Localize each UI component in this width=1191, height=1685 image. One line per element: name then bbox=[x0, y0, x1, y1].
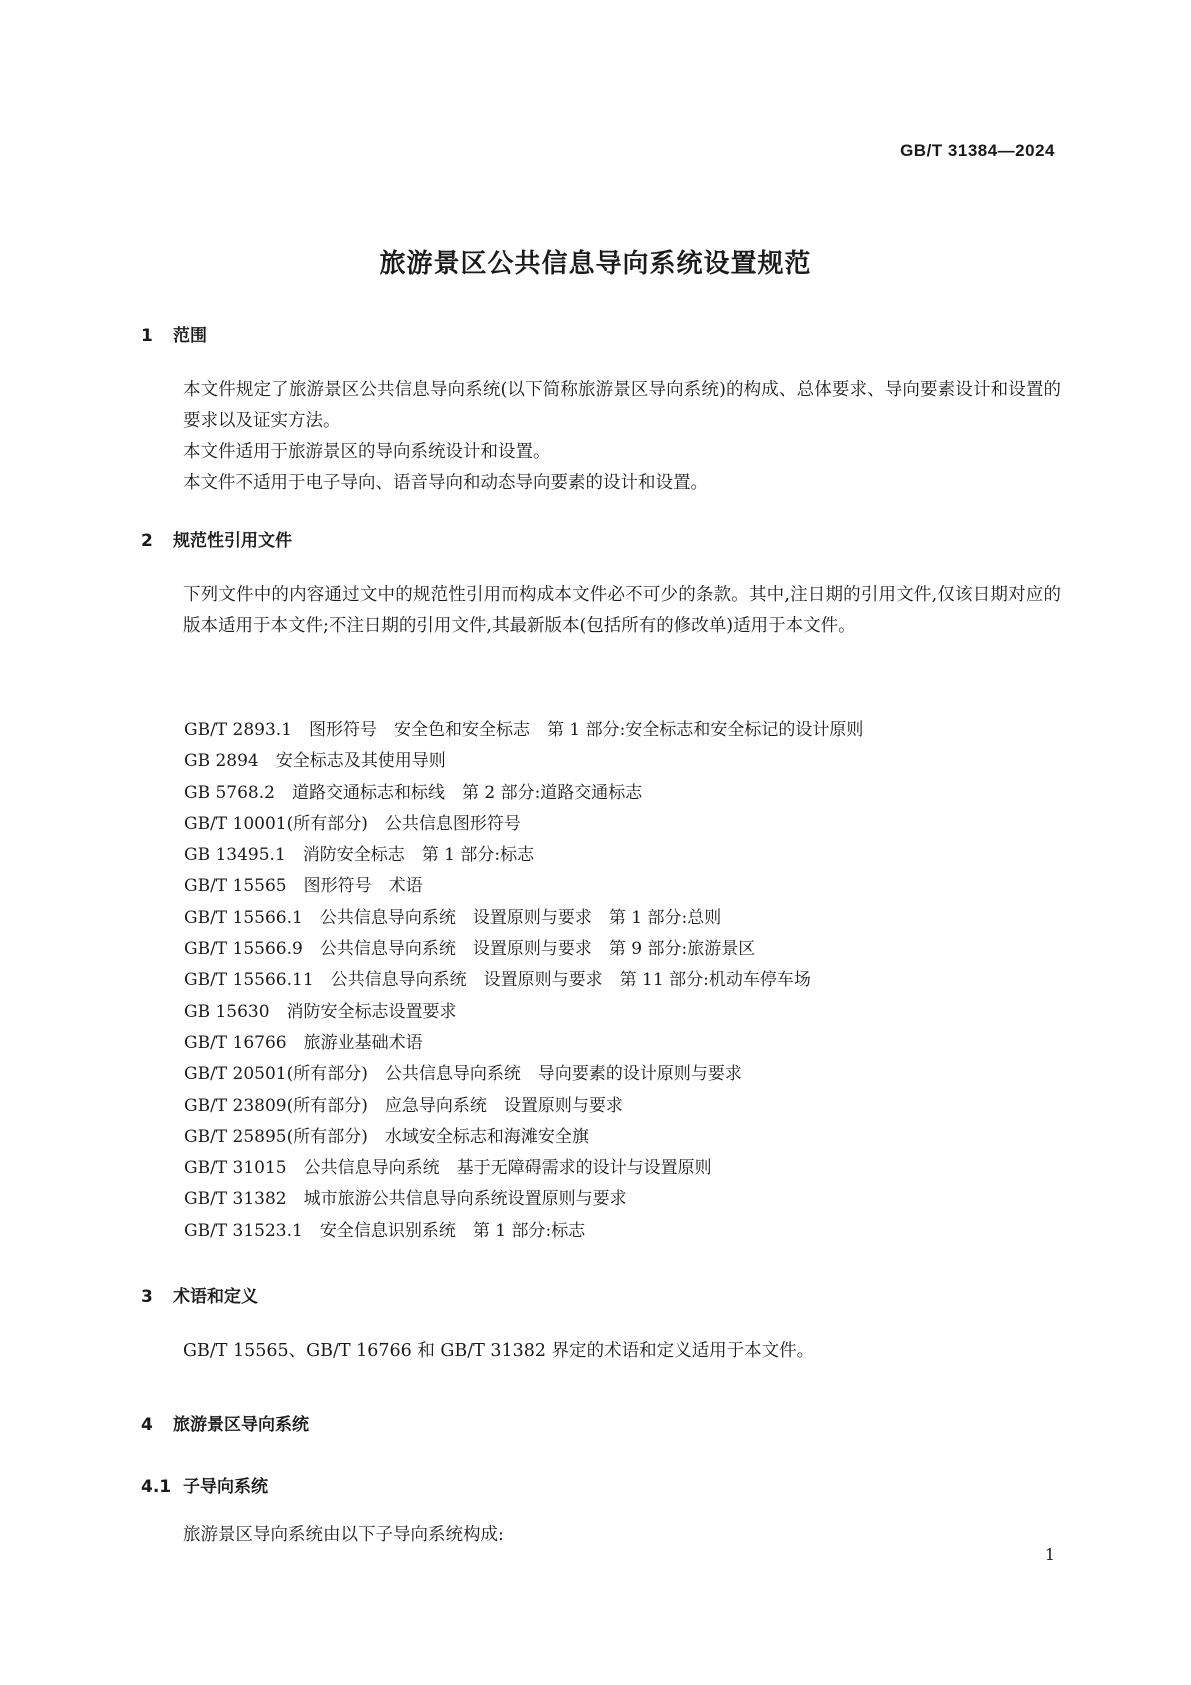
section-title: 规范性引用文件 bbox=[173, 531, 292, 551]
section-4-heading bbox=[141, 1410, 309, 1435]
reference-item: GB/T 2893.1 图形符号 安全色和安全标志 第 1 部分:安全标志和安全标记的设计原则 bbox=[184, 720, 864, 740]
reference-item: GB/T 31015 公共信息导向系统 基于无障碍需求的设计与设置原则 bbox=[184, 1158, 712, 1179]
section-2-intro bbox=[141, 580, 1061, 642]
reference-item: GB/T 16766 旅游业基础术语 bbox=[184, 1032, 423, 1053]
subsection-4-1-body bbox=[141, 1520, 1061, 1551]
subsection-number: 4.1 bbox=[141, 1477, 172, 1497]
paragraph: 本文件规定了旅游景区公共信息导向系统(以下简称旅游景区导向系统)的构成、总体要求、导向要素设计和设置的要求以及证实方法。 bbox=[183, 380, 1061, 431]
section-3-body bbox=[141, 1336, 1061, 1367]
standard-number: GB/T 31384—2024 bbox=[900, 141, 1055, 160]
reference-item: GB/T 15566.1 公共信息导向系统 设置原则与要求 第 1 部分:总则 bbox=[184, 907, 722, 928]
section-title: 范围 bbox=[173, 326, 207, 346]
paragraph: 本文件适用于旅游景区的导向系统设计和设置。 bbox=[183, 442, 551, 462]
section-title: 术语和定义 bbox=[173, 1287, 258, 1307]
reference-item: GB/T 31523.1 安全信息识别系统 第 1 部分:标志 bbox=[184, 1220, 586, 1241]
section-number: 4 bbox=[141, 1415, 153, 1435]
paragraph: GB/T 15565、GB/T 16766 和 GB/T 31382 界定的术语和定义适用于本文件。 bbox=[183, 1341, 815, 1361]
reference-item: GB/T 20501(所有部分) 公共信息导向系统 导向要素的设计原则与要求 bbox=[184, 1064, 742, 1085]
section-3-heading bbox=[141, 1282, 258, 1307]
paragraph: 本文件不适用于电子导向、语音导向和动态导向要素的设计和设置。 bbox=[183, 473, 708, 493]
section-title: 旅游景区导向系统 bbox=[173, 1415, 309, 1435]
document-title: 旅游景区公共信息导向系统设置规范 bbox=[379, 249, 812, 279]
section-2-heading bbox=[141, 526, 292, 551]
subsection-4-1-heading bbox=[141, 1472, 268, 1497]
reference-item: GB 13495.1 消防安全标志 第 1 部分:标志 bbox=[184, 845, 535, 866]
page-number: 1 bbox=[1044, 1545, 1055, 1564]
reference-item: GB/T 15565 图形符号 术语 bbox=[184, 876, 423, 897]
paragraph: 下列文件中的内容通过文中的规范性引用而构成本文件必不可少的条款。其中,注日期的引用文件,仅该日期对应的版本适用于本文件;不注日期的引用文件,其最新版本(包括所有的修改单)适用于本文件。 bbox=[183, 585, 1061, 636]
reference-item: GB 5768.2 道路交通标志和标线 第 2 部分:道路交通标志 bbox=[184, 782, 643, 803]
reference-item: GB 2894 安全标志及其使用导则 bbox=[184, 751, 446, 772]
reference-item: GB/T 25895(所有部分) 水域安全标志和海滩安全旗 bbox=[184, 1126, 589, 1147]
reference-item: GB/T 15566.11 公共信息导向系统 设置原则与要求 第 11 部分:机动车停车场 bbox=[184, 970, 811, 991]
subsection-title: 子导向系统 bbox=[183, 1477, 268, 1497]
reference-item: GB 15630 消防安全标志设置要求 bbox=[184, 1001, 457, 1022]
section-number: 2 bbox=[141, 531, 153, 551]
reference-item: GB/T 10001(所有部分) 公共信息图形符号 bbox=[184, 813, 521, 834]
reference-item: GB/T 31382 城市旅游公共信息导向系统设置原则与要求 bbox=[184, 1189, 627, 1210]
reference-item: GB/T 15566.9 公共信息导向系统 设置原则与要求 第 9 部分:旅游景区 bbox=[184, 939, 756, 960]
reference-list bbox=[184, 715, 863, 1247]
section-1-body bbox=[141, 375, 1061, 499]
section-number: 1 bbox=[141, 326, 153, 346]
reference-item: GB/T 23809(所有部分) 应急导向系统 设置原则与要求 bbox=[184, 1095, 623, 1116]
section-1-heading bbox=[141, 321, 207, 346]
paragraph: 旅游景区导向系统由以下子导向系统构成: bbox=[183, 1525, 504, 1545]
section-number: 3 bbox=[141, 1287, 153, 1307]
